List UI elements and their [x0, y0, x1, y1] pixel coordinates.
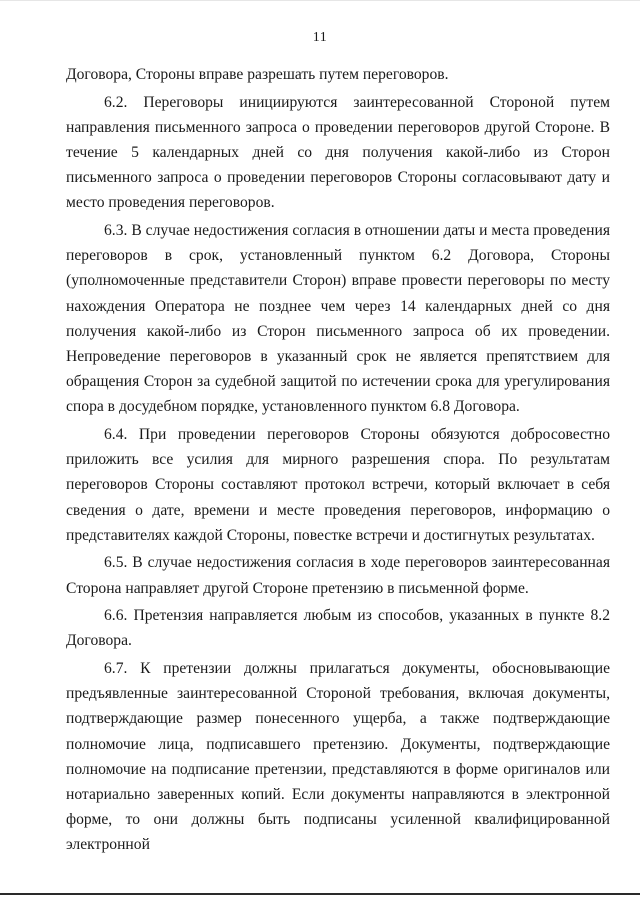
paragraph-6-4: 6.4. При проведении переговоров Стороны обязуются добросовестно приложить все усилия для мирного разрешения спора. По результатам переговоров Стороны составляют протокол встречи, который включает в себя сведения о дате, времени и месте проведения переговоров, информацию о представителях каждой Стороны, повестке встречи и достигнутых результатах.	[66, 426, 610, 544]
paragraph-continuation: Договора, Стороны вправе разрешать путем переговоров.	[66, 66, 449, 83]
document-body	[66, 62, 610, 860]
scan-top-edge	[0, 0, 640, 1]
paragraph-6-6: 6.6. Претензия направляется любым из способов, указанных в пункте 8.2 Договора.	[66, 607, 610, 650]
scan-bottom-edge	[0, 893, 640, 895]
page-number: 11	[312, 30, 328, 45]
paragraph-6-7: 6.7. К претензии должны прилагаться документы, обосновывающие предъявленные заинтересованной Стороной требования, включая документы, подтверждающие размер понесенного ущерба, а также подтверждающие полномочие лица, подписавшего претензию. Документы, подтверждающие полномочие на подписание претензии, представляются в форме оригиналов или нотариально заверенных копий. Если документы направляются в электронной форме, то они должны быть подписаны усиленной квалифицированной электронной	[66, 660, 610, 854]
paragraph-6-3: 6.3. В случае недостижения согласия в отношении даты и места проведения переговоров в срок, установленный пунктом 6.2 Договора, Стороны (уполномоченные представители Сторон) вправе провести переговоры по месту нахождения Оператора не позднее чем через 14 календарных дней со дня получения какой-либо из Сторон письменного запроса об их проведении. Непроведение переговоров в указанный срок не является препятствием для обращения Сторон за судебной защитой по истечении срока для урегулирования спора в досудебном порядке, установленного пунктом 6.8 Договора.	[66, 222, 610, 416]
paragraph-6-2: 6.2. Переговоры инициируются заинтересованной Стороной путем направления письменного запроса о проведении переговоров другой Стороне. В течение 5 календарных дней со дня получения какой-либо из Сторон письменного запроса о проведении переговоров Стороны согласовывают дату и место проведения переговоров.	[66, 93, 610, 212]
paragraph-6-5: 6.5. В случае недостижения согласия в ходе переговоров заинтересованная Сторона направляет другой Стороне претензию в письменной форме.	[66, 554, 610, 597]
